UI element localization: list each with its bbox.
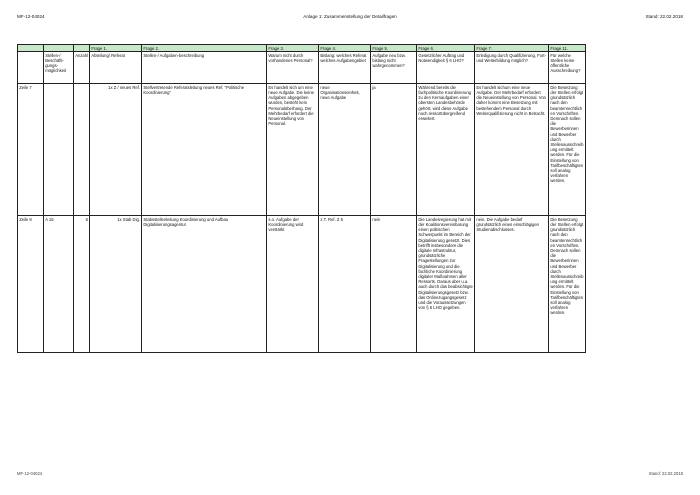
frage-label: Frage 1. (90, 45, 142, 52)
cell-beschreibung: Stellvertretende Referatsleitung neues Ref. "Politische Koordinierung" (142, 84, 267, 216)
cell-gesetzlich: Die Landesregierung hat mit der Koalitionsvereinbarung einen politischen Schwerpunkt im Bereich der Digitalisierung gesetzt. Dies betrifft insbesondere die digitale Infrastruktur, grundsätzliche Fragestellungen zur Digitalisierung und die fachliche Koordinierung digitaler Maßnahmen aller Ressorts. Daraus aber u.a. auch durch das beabsichtigte Digitalisierungsgesetz bzw. das Onlinezugangsgesetz und die Voraussetzungen von § 6 LHO gegeben. (417, 216, 475, 353)
table-row (18, 216, 586, 353)
header-stellen: Stellen-/ Beschäfti-gungs-möglichkeit (44, 52, 74, 84)
frage-label: Frage 7. (475, 45, 549, 52)
cell-gesetzlich: Während bereits die fachpolitische Koordinierung zu den Kernaufgaben einer obersten Landesbehörde gehört, wird diese Aufgabe noch ressortübergreifend erweitert. (417, 84, 475, 216)
cell-erledigung: nein. Die Aufgabe bedarf grundsätzlich eines einschlägigen Studienabschlusses. (475, 216, 549, 353)
header-anzahl: Anzahl (74, 52, 90, 84)
column-header-row (18, 52, 586, 84)
cell-abteilung: 1x Z / neues Ref. (90, 84, 142, 216)
header-ausschreibung: Für welche Stellen keine öffentliche Ausschreibung? (549, 52, 585, 84)
cell-aufgabe-neu: nein (371, 216, 417, 353)
frage-label: Frage 6. (417, 45, 475, 52)
header-aufgabe-neu: Aufgabe neu bzw. bislang nicht wahrgenommen? (371, 52, 417, 84)
footer-left: MF-12-04024 (17, 471, 43, 476)
cell-bislang: z.T. Ref. Z 5 (319, 216, 371, 353)
frage-label: Frage 3. (267, 45, 319, 52)
cell-ausschreibung: Die Besetzung der Stellen erfolgt grundsätzlich nach den beamtenrechtlich en Vorschriften. Demnach sollen die Bewerberinnen und Bewerber durch Stellenausschreib ung ermittelt werden. Für die Einstellung von Tarifbeschäftigten soll analog verfahren werden. (549, 84, 585, 216)
header-gesetzlich: Gesetzlicher Auftrag und Notwendigkeit § 6 LHO? (417, 52, 475, 84)
cell-stellen (44, 84, 74, 216)
cell-bislang: neue Organisationseinheit, neue Aufgabe (319, 84, 371, 216)
frage-label: Frage 5. (371, 45, 417, 52)
row-label: Zeile 7 (18, 84, 44, 216)
cell-beschreibung: Stabsstellenleitung Koordinierung und Aufbau Digitalisierungsagentur (142, 216, 267, 353)
header-warum: Warum nicht durch vorhandenes Personal? (267, 52, 319, 84)
cell-anzahl (74, 84, 90, 216)
cell-aufgabe-neu: ja (371, 84, 417, 216)
row-label: Zeile 8 (18, 216, 44, 353)
detail-questions-table (17, 44, 586, 353)
document-date: Stand: 22.02.2018 (645, 14, 683, 19)
cell-anzahl: 6 (74, 216, 90, 353)
header-abteilung: Abteilung/ Referat (90, 52, 142, 84)
document-title: Anlage 1: Zusammenstellung der Detailfragen (303, 14, 397, 19)
frage-label: Frage 2. (142, 45, 267, 52)
cell-warum: s.o. Aufgabe der Koordinierung wird verstärkt (267, 216, 319, 353)
header-beschreibung: Stellen-/ Aufgaben-beschreibung (142, 52, 267, 84)
table-row (18, 84, 586, 216)
cell-stellen: A 15 (44, 216, 74, 353)
frage-label: Frage 4. (319, 45, 371, 52)
cell-abteilung: 1x Stab Dig. (90, 216, 142, 353)
footer-right: Stand: 22.02.2018 (648, 471, 683, 476)
header-bislang: Bislang: welches Referat welches Aufgabengebiet (319, 52, 371, 84)
frage-label: Frage 11. (549, 45, 585, 52)
cell-warum: Es handelt sich um eine neue Aufgabe. Die keine Aufgaben abgegeben wurden, besteht kein Personalüberhang. Der Mehrbedarf erfordert die Neueinstellung von Personal. (267, 84, 319, 216)
header-erledigung: Erledigung durch Qualifizierung, Fort- und Weiterbildung möglich? (475, 52, 549, 84)
question-number-row (18, 45, 586, 52)
cell-erledigung: Es handelt sichum eine neue Aufgabe. Der Mehrbedarf erfordert die Neueinstellung von Personal. Von daher kommt eine Besetzung mit bestehendem Personal durch Weiterqualifizierung nicht in Betracht. (475, 84, 549, 216)
cell-ausschreibung: Die Besetzung der Stellen erfolgt grundsätzlich nach den beamtenrechtlich en Vorschriften. Demnach sollen die Bewerberinnen und Bewerber durch Stellenausschreib ung ermittelt werden. Für die Einstellung von Tarifbeschäftigten soll analog verfahren werden. (549, 216, 585, 353)
document-id: MF-12-04024 (17, 14, 45, 19)
